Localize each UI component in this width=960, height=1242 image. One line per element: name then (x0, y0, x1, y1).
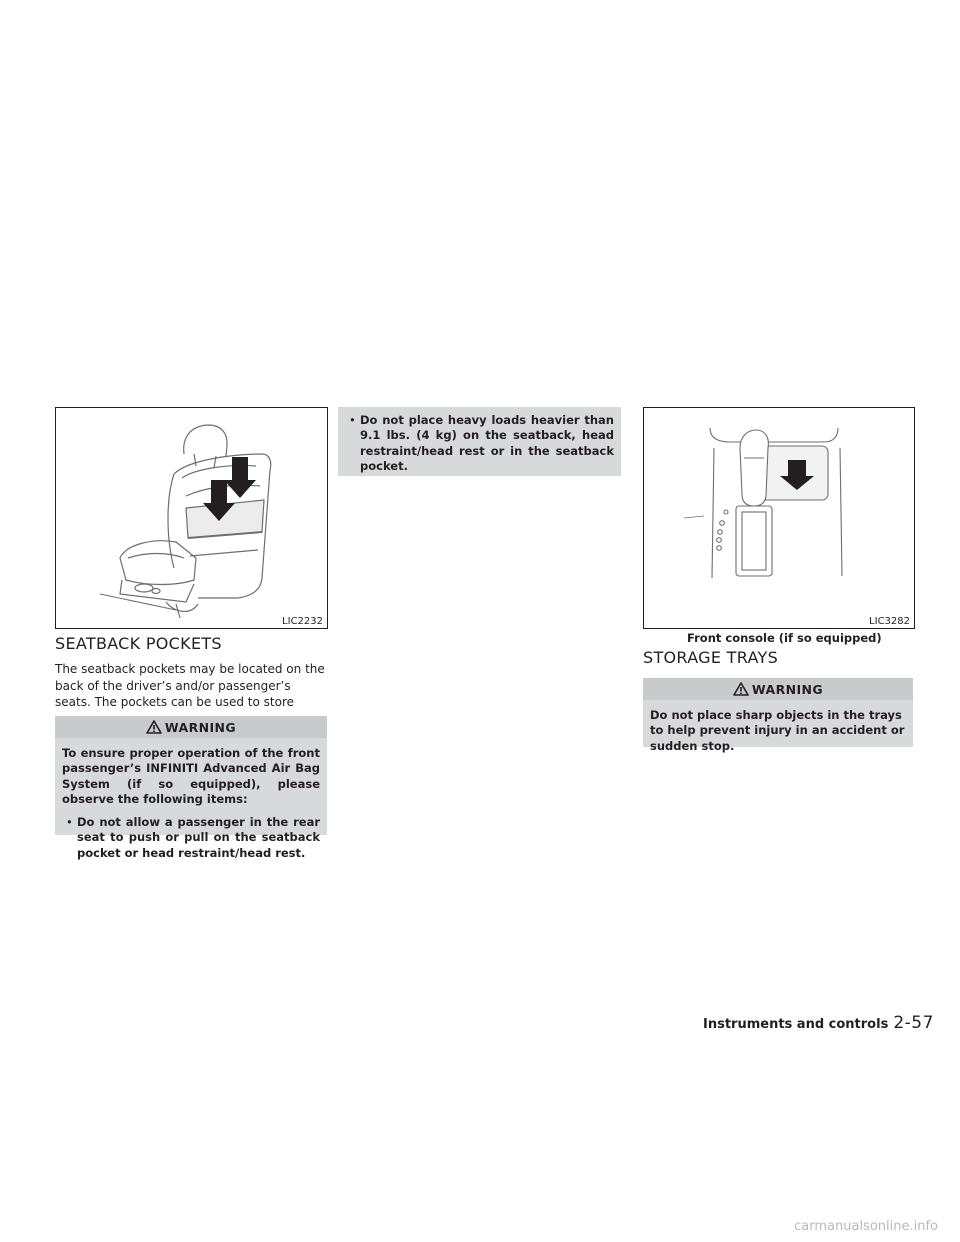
seatback-intro-text: The seatback pockets may be located on the back of the driver’s and/or passenger’s seats. The pockets can be used to store (55, 662, 325, 709)
page-number: 2-57 (893, 1013, 934, 1033)
warning-box-storage (643, 678, 913, 753)
warning-box-seatback-continued (338, 407, 621, 476)
seat-illustration (56, 408, 327, 628)
warning-bullet-2: • Do not place heavy loads heavier than 9.1 lbs. (4 kg) on the seatback, head restraint/head rest or in the seatback pocket. (345, 413, 614, 474)
warning-text: Do not place sharp objects in the trays to help prevent injury in an accident or sudden stop. (650, 708, 905, 753)
warning-label: WARNING (164, 719, 237, 735)
figure-code: LIC3282 (869, 616, 910, 627)
warning-intro-text: To ensure proper operation of the front passenger’s INFINITI Advanced Air Bag System (if so equipped), please observe the following items: (62, 746, 320, 806)
warning-header (55, 716, 327, 738)
section-title-seatback-pockets: SEATBACK POCKETS (55, 634, 222, 653)
warning-triangle-icon (733, 682, 749, 696)
warning-box-seatback (55, 716, 327, 860)
footer-section-name: Instruments and controls (703, 1017, 889, 1032)
warning-header (643, 678, 913, 700)
front-console-figure (643, 407, 915, 629)
page-footer (703, 1013, 934, 1033)
warning-triangle-icon (146, 720, 162, 734)
console-illustration (644, 408, 914, 628)
warning-bullet-1: • Do not allow a passenger in the rear seat to push or pull on the seatback pocket or head restraint/head rest. (62, 815, 320, 861)
seatback-pocket-figure (55, 407, 328, 629)
warning-label: WARNING (751, 681, 824, 697)
watermark: carmanualsonline.info (794, 1219, 938, 1234)
figure-caption: Front console (if so equipped) (687, 631, 882, 645)
figure-code: LIC2232 (282, 616, 323, 627)
section-title-storage-trays: STORAGE TRAYS (643, 648, 779, 667)
